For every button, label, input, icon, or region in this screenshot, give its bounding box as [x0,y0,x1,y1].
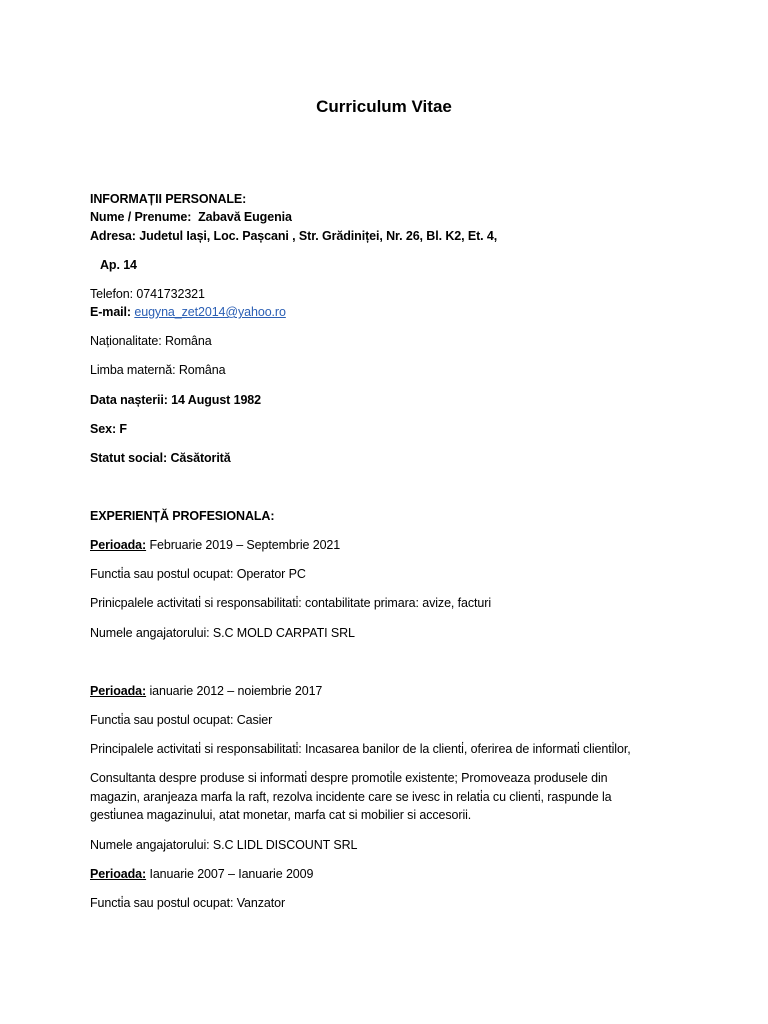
job2-position-label: Functi̇a sau postul ocupat: [90,713,234,727]
sex-line [90,421,127,437]
job2-activities-line [90,741,631,757]
job1-period-label: Perioada: [90,538,147,552]
job2-description-line2: magazin, aranjeaza marfa la raft, rezolva incidente care se ivesc in relati̇a cu clienti̇, raspunde la [90,790,612,804]
address-line [90,228,497,244]
experience-heading: EXPERIENȚĂ PROFESIONALA: [90,509,275,523]
phone-label: Telefon: [90,287,133,301]
job3-period-label: Perioada: [90,867,147,881]
email-link[interactable]: eugyna_zet2014@yahoo.ro [134,305,286,319]
name-label: Nume / Prenume: [90,210,192,224]
job2-activities-label: Principalele activitati̇ si responsabilitati̇: [90,742,302,756]
job3-position-value: Vanzator [236,896,286,910]
address-label: Adresa: [90,229,136,243]
phone-value: 0741732321 [136,287,205,301]
phone-line [90,286,205,302]
birth-value: 14 August 1982 [171,393,262,407]
marital-label: Statut social: [90,451,168,465]
job2-description-line1: Consultanta despre produse si informati̇ despre promoti̇le existente; Promoveaza produsele din [90,771,608,785]
job1-position-value: Operator PC [236,567,306,581]
job2-period-line [90,683,322,699]
job1-position-line [90,566,306,582]
job2-employer-value: S.C LIDL DISCOUNT SRL [212,838,358,852]
sex-value: F [119,422,127,436]
job2-position-line [90,712,272,728]
birth-date-line [90,392,261,408]
job1-period-line [90,537,340,553]
nationality-label: Naționalitate: [90,334,162,348]
name-value: Zabavă Eugenia [198,210,292,224]
job2-period-label: Perioada: [90,684,147,698]
sex-label: Sex: [90,422,117,436]
job1-employer-line [90,625,355,641]
job1-activities-label: Prinicpalele activitati̇ si responsabilitati̇: [90,596,302,610]
nationality-value: Româna [164,334,212,348]
job1-period-value: Februarie 2019 – Septembrie 2021 [149,538,341,552]
birth-label: Data nașterii: [90,393,168,407]
job2-period-value: ianuarie 2012 – noiembrie 2017 [149,684,323,698]
email-line [90,304,286,320]
job2-employer-line [90,837,357,853]
job1-activities-line [90,595,491,611]
nationality-line [90,333,212,349]
personal-info-heading: INFORMAȚII PERSONALE: [90,192,247,206]
job1-activities-value: contabilitate primara: avize, facturi [305,596,492,610]
job3-period-line [90,866,313,882]
document-title: Curriculum Vitae [316,97,452,116]
name-line [90,209,292,225]
job1-position-label: Functi̇a sau postul ocupat: [90,567,234,581]
job3-position-line [90,895,285,911]
marital-value: Căsătorită [170,451,231,465]
job3-position-label: Functi̇a sau postul ocupat: [90,896,234,910]
mother-tongue-value: Româna [178,363,226,377]
job1-employer-value: S.C MOLD CARPATI SRL [212,626,355,640]
job2-activities-value: Incasarea banilor de la clienti̇, oferirea de informati̇ clienti̇lor, [305,742,631,756]
job2-description-line3: gesti̇unea magazinului, atat monetar, marfa cat si mobilier si accesorii. [90,808,472,822]
marital-status-line [90,450,231,466]
email-label: E-mail: [90,305,131,319]
address-value: Judetul Iași, Loc. Pașcani , Str. Grădiniței, Nr. 26, Bl. K2, Et. 4, [139,229,498,243]
job3-period-value: Ianuarie 2007 – Ianuarie 2009 [149,867,314,881]
mother-tongue-line [90,362,225,378]
address-continuation: Ap. 14 [100,258,137,272]
mother-tongue-label: Limba maternă: [90,363,176,377]
job2-position-value: Casier [236,713,273,727]
job2-employer-label: Numele angajatorului: [90,838,210,852]
job1-employer-label: Numele angajatorului: [90,626,210,640]
